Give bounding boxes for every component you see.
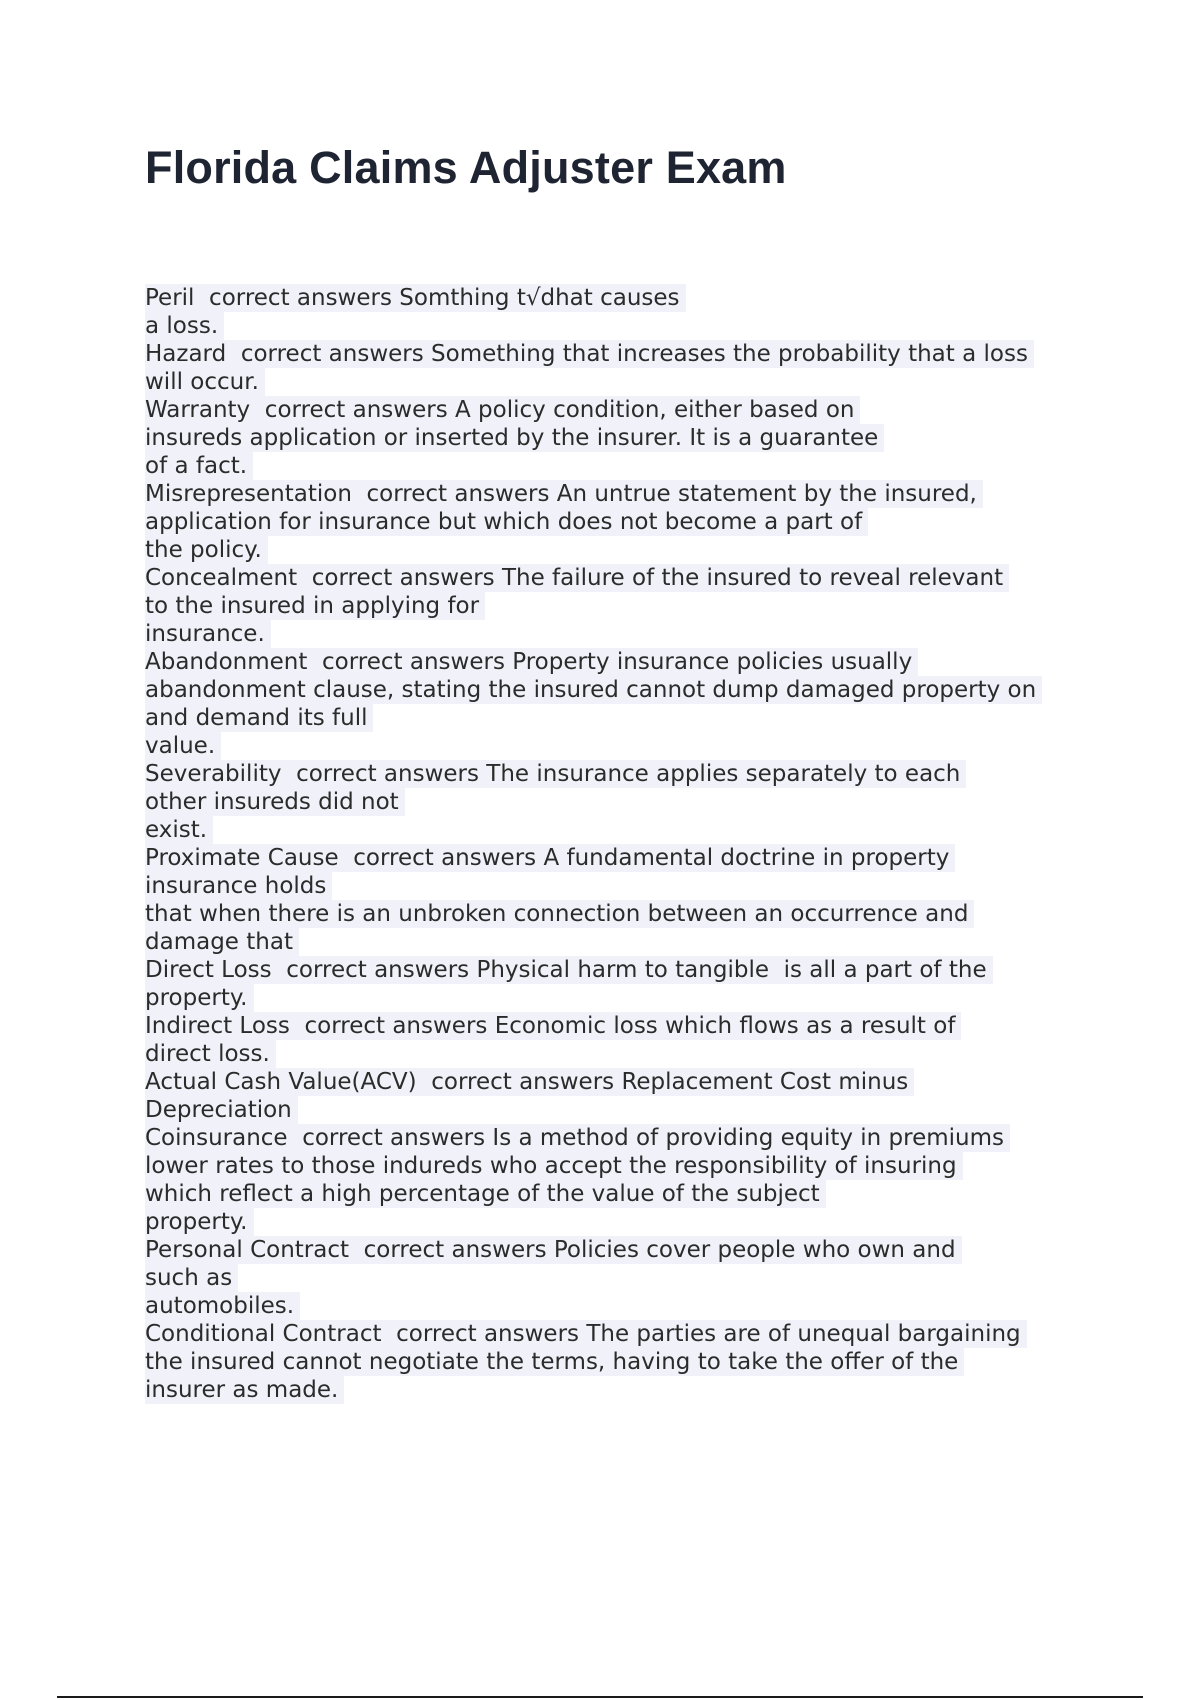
qa-line-text: value. [145,732,221,760]
qa-line-text: which reflect a high percentage of the value of the subject [145,1180,826,1208]
qa-line-text: abandonment clause, stating the insured cannot dump damaged property on [145,676,1042,704]
qa-line-text: application for insurance but which does not become a part of [145,508,868,536]
qa-line [145,564,1085,592]
qa-line-text: will occur. [145,368,265,396]
qa-line [145,340,1085,368]
qa-line [145,872,1085,900]
qa-line [145,1124,1085,1152]
qa-line [145,368,1085,396]
qa-line-text: the policy. [145,536,268,564]
qa-line-text: other insureds did not [145,788,405,816]
qa-line-text: the insured cannot negotiate the terms, having to take the offer of the [145,1348,964,1376]
qa-line-text: Hazard correct answers Something that increases the probability that a loss [145,340,1034,368]
qa-line-text: Peril correct answers Somthing t√dhat causes [145,284,686,312]
qa-line [145,1040,1085,1068]
qa-entry [145,1236,1085,1320]
qa-entry [145,760,1085,844]
qa-entry [145,284,1085,340]
qa-line [145,1208,1085,1236]
qa-entry [145,480,1085,564]
qa-line [145,1376,1085,1404]
qa-entry [145,340,1085,396]
qa-entry [145,1068,1085,1124]
qa-line [145,732,1085,760]
qa-entry [145,1124,1085,1236]
qa-line [145,284,1085,312]
qa-line-text: exist. [145,816,213,844]
qa-line-text: Personal Contract correct answers Policies cover people who own and [145,1236,962,1264]
qa-line-text: and demand its full [145,704,373,732]
qa-line [145,956,1085,984]
qa-entry [145,844,1085,956]
qa-line-text: Warranty correct answers A policy condition, either based on [145,396,860,424]
qa-list [145,284,1085,1404]
qa-line-text: Actual Cash Value(ACV) correct answers Replacement Cost minus [145,1068,914,1096]
qa-line-text: Coinsurance correct answers Is a method of providing equity in premiums [145,1124,1010,1152]
qa-line [145,1012,1085,1040]
qa-line-text: Misrepresentation correct answers An untrue statement by the insured, [145,480,983,508]
qa-line-text: Indirect Loss correct answers Economic loss which flows as a result of [145,1012,961,1040]
qa-line-text: Concealment correct answers The failure of the insured to reveal relevant [145,564,1009,592]
qa-line-text: insurance holds [145,872,332,900]
qa-entry [145,564,1085,648]
qa-line-text: Abandonment correct answers Property insurance policies usually [145,648,918,676]
qa-line [145,452,1085,480]
qa-line [145,1264,1085,1292]
page-bottom-rule [57,1696,1143,1698]
qa-line-text: such as [145,1264,238,1292]
document-title: Florida Claims Adjuster Exam [145,142,787,193]
qa-line-text: Severability correct answers The insurance applies separately to each [145,760,966,788]
qa-entry [145,956,1085,1012]
qa-line [145,1068,1085,1096]
qa-line [145,984,1085,1012]
qa-line-text: lower rates to those indureds who accept the responsibility of insuring [145,1152,963,1180]
qa-line [145,536,1085,564]
qa-line-text: damage that [145,928,299,956]
qa-line-text: direct loss. [145,1040,276,1068]
qa-line [145,816,1085,844]
qa-line [145,620,1085,648]
qa-line [145,844,1085,872]
qa-line-text: that when there is an unbroken connection between an occurrence and [145,900,974,928]
qa-line [145,1180,1085,1208]
qa-line [145,396,1085,424]
qa-line-text: of a fact. [145,452,253,480]
qa-line-text: insurance. [145,620,271,648]
qa-line [145,424,1085,452]
qa-line-text: insurer as made. [145,1376,344,1404]
qa-line [145,1236,1085,1264]
qa-line-text: property. [145,1208,254,1236]
qa-line [145,1292,1085,1320]
qa-line [145,1096,1085,1124]
qa-line-text: automobiles. [145,1292,300,1320]
qa-line [145,1320,1085,1348]
qa-line [145,1152,1085,1180]
qa-line-text: property. [145,984,254,1012]
qa-line [145,592,1085,620]
qa-entry [145,1012,1085,1068]
qa-entry [145,648,1085,760]
qa-line [145,704,1085,732]
qa-line-text: Depreciation [145,1096,298,1124]
qa-line [145,788,1085,816]
qa-line-text: Direct Loss correct answers Physical harm to tangible is all a part of the [145,956,993,984]
qa-line [145,312,1085,340]
qa-line-text: Proximate Cause correct answers A fundamental doctrine in property [145,844,955,872]
qa-line [145,928,1085,956]
qa-line-text: a loss. [145,312,224,340]
qa-entry [145,1320,1085,1404]
qa-line [145,648,1085,676]
qa-line [145,760,1085,788]
qa-line [145,480,1085,508]
qa-line-text: insureds application or inserted by the insurer. It is a guarantee [145,424,884,452]
qa-line [145,508,1085,536]
qa-line [145,900,1085,928]
qa-line-text: to the insured in applying for [145,592,485,620]
qa-entry [145,396,1085,480]
qa-line [145,676,1085,704]
qa-line [145,1348,1085,1376]
qa-line-text: Conditional Contract correct answers The parties are of unequal bargaining [145,1320,1027,1348]
